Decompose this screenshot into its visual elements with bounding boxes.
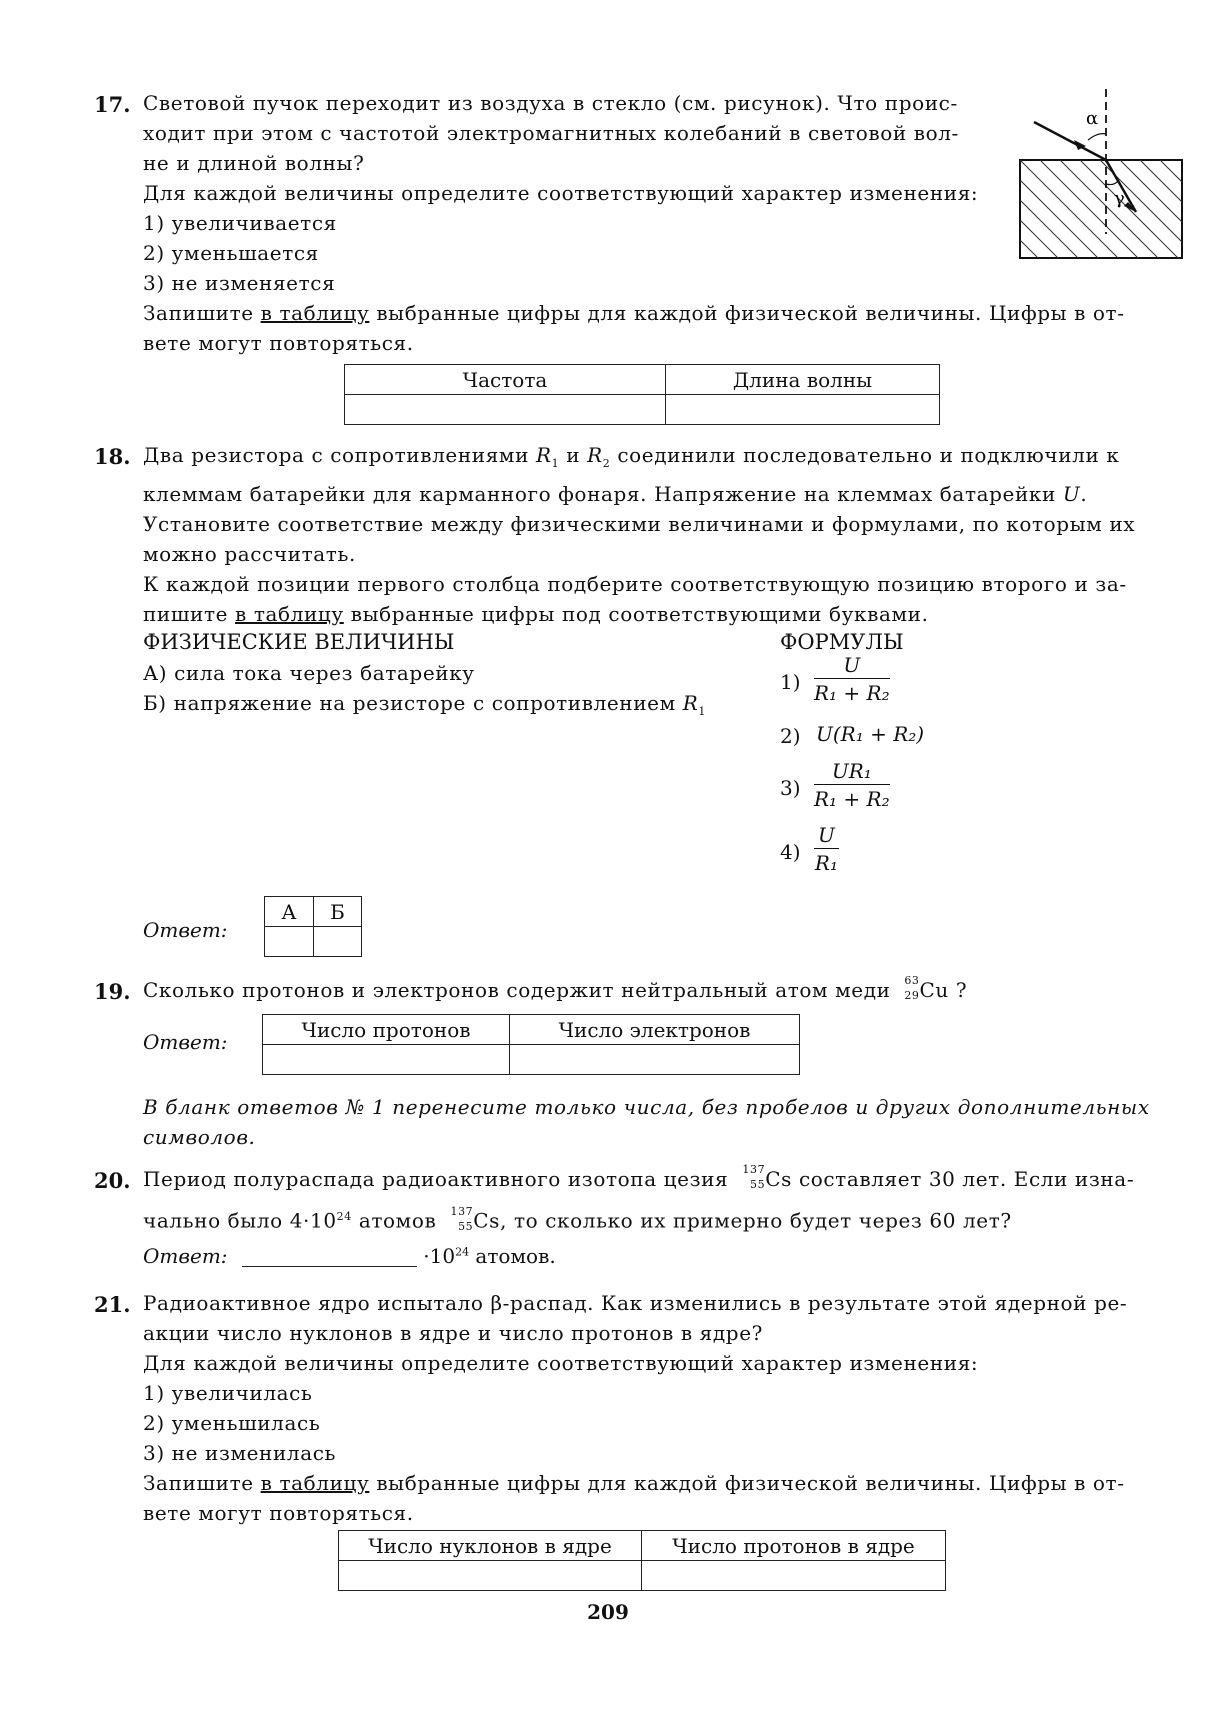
question-17-text bbox=[143, 88, 1003, 298]
q21-option-2: 2) уменьшилась bbox=[143, 1411, 321, 1435]
formula-3: $\frac{\text{UR₁}}{\text{R₁ + R₂}}$ bbox=[814, 759, 890, 811]
q18-header-a: А bbox=[265, 897, 314, 927]
q19-answer-label: Ответ: bbox=[143, 1030, 228, 1054]
q19-cell-protons[interactable] bbox=[263, 1045, 510, 1075]
page-number: 209 bbox=[587, 1600, 629, 1624]
formula-2: U(R₁ + R₂) bbox=[816, 722, 925, 746]
formula-2-number: 2) bbox=[780, 724, 801, 748]
q17-answer-table bbox=[344, 364, 940, 425]
q17-line-2: ходит при этом с частотой электромагнитных колебаний в световой вол- bbox=[143, 121, 959, 145]
q21-cell-nucleons[interactable] bbox=[339, 1561, 642, 1591]
q17-line-4: Для каждой величины определите соответствующий характер изменения: bbox=[143, 181, 979, 205]
question-20-text: Период полураспада радиоактивного изотопа цезия 137 55 Cs составляет 30 лет. Если изна- чально было $4\cdot 10^{24}$ атомов 137 55 Cs, то сколько их примерно будет через 60 лет? bbox=[143, 1163, 1135, 1233]
q19-cell-electrons[interactable] bbox=[510, 1045, 800, 1075]
question-17-number: 17. bbox=[94, 92, 131, 117]
q19-header-electrons: Число электронов bbox=[510, 1015, 800, 1045]
q21-header-protons: Число протонов в ядре bbox=[642, 1531, 946, 1561]
q17-cell-frequency[interactable] bbox=[345, 395, 666, 425]
question-19-number: 19. bbox=[94, 979, 131, 1004]
formula-1: $\frac{U}{\text{R₁ + R₂}}$ bbox=[814, 653, 890, 705]
q18-item-b: Б) напряжение на резисторе с сопротивлением $R_1$ bbox=[143, 691, 707, 718]
q21-header-nucleons: Число нуклонов в ядре bbox=[339, 1531, 642, 1561]
q18-cell-a[interactable] bbox=[265, 927, 314, 957]
q18-item-a: А) сила тока через батарейку bbox=[143, 661, 475, 685]
q19-answer-table bbox=[262, 1014, 800, 1075]
q20-answer-label: Ответ: bbox=[143, 1244, 228, 1268]
gamma-label: γ bbox=[1114, 188, 1125, 209]
refraction-diagram bbox=[1010, 84, 1185, 264]
q18-left-header: ФИЗИЧЕСКИЕ ВЕЛИЧИНЫ bbox=[143, 630, 455, 654]
formula-4: $\frac{U}{\text{R₁}}$ bbox=[814, 823, 838, 875]
formula-1-number: 1) bbox=[780, 670, 801, 694]
q21-option-1: 1) увеличилась bbox=[143, 1381, 313, 1405]
q20-answer-input[interactable] bbox=[242, 1244, 417, 1267]
question-20-number: 20. bbox=[94, 1168, 131, 1193]
question-19-text: Сколько протонов и электронов содержит нейтральный атом меди 63 29 Cu ? bbox=[143, 974, 968, 1002]
q18-cell-b[interactable] bbox=[314, 927, 362, 957]
q17-option-1: 1) увеличивается bbox=[143, 211, 337, 235]
q18-header-b: Б bbox=[314, 897, 362, 927]
q19-header-protons: Число протонов bbox=[263, 1015, 510, 1045]
q17-option-3: 3) не изменяется bbox=[143, 271, 336, 295]
q19-note: В бланк ответов № 1 перенесите только числа, без пробелов и других дополнительных символов. bbox=[143, 1095, 1150, 1149]
q17-option-2: 2) уменьшается bbox=[143, 241, 319, 265]
alpha-label: α bbox=[1086, 108, 1099, 129]
q18-answer-label: Ответ: bbox=[143, 918, 228, 942]
q17-line-3: не и длиной волны? bbox=[143, 151, 365, 175]
q17-cell-wavelength[interactable] bbox=[666, 395, 940, 425]
q18-answer-table bbox=[264, 896, 362, 957]
q21-cell-protons[interactable] bbox=[642, 1561, 946, 1591]
formula-3-number: 3) bbox=[780, 776, 801, 800]
question-21-text: Радиоактивное ядро испытало β-распад. Как изменились в результате этой ядерной ре- акции число нуклонов в ядре и число протонов в ядре? Для каждой величины определите соответствующий характер изменения: 1) увеличилась 2) уменьшилась 3) не изменилась Запишите в таблицу выбранные цифры для каждой физической величины. Цифры в от- вете могут повторяться. bbox=[143, 1288, 1193, 1528]
q21-option-3: 3) не изменилась bbox=[143, 1441, 337, 1465]
q17-line-1: Световой пучок переходит из воздуха в стекло (см. рисунок). Что проис- bbox=[143, 91, 958, 115]
q18-quantities bbox=[143, 658, 763, 727]
q17-header-frequency: Частота bbox=[345, 365, 666, 395]
q21-answer-table bbox=[338, 1530, 946, 1591]
q17-instruction: Запишите в таблицу выбранные цифры для каждой физической величины. Цифры в от- вете могут повторяться. bbox=[143, 301, 1125, 355]
q17-header-wavelength: Длина волны bbox=[666, 365, 940, 395]
question-18-number: 18. bbox=[94, 444, 131, 469]
question-21-number: 21. bbox=[94, 1292, 131, 1317]
formula-4-number: 4) bbox=[780, 840, 801, 864]
q20-answer-line: Ответ: $\cdot 10^{24}$ атомов. bbox=[143, 1244, 556, 1268]
question-18-text: Два резистора с сопротивлениями $R_1$ и $R_2$ соединили последовательно и подключили к клеммам батарейки для карманного фонаря. Напряжение на клеммах батарейки U. Установите соответствие между физическими величинами и формулами, по которым их можно рассчитать. К каждой позиции первого столбца подберите соответствующую позицию второго и за- пишите в таблицу выбранные цифры под соответствующими буквами. bbox=[143, 443, 1136, 626]
q18-right-header: ФОРМУЛЫ bbox=[780, 630, 904, 654]
